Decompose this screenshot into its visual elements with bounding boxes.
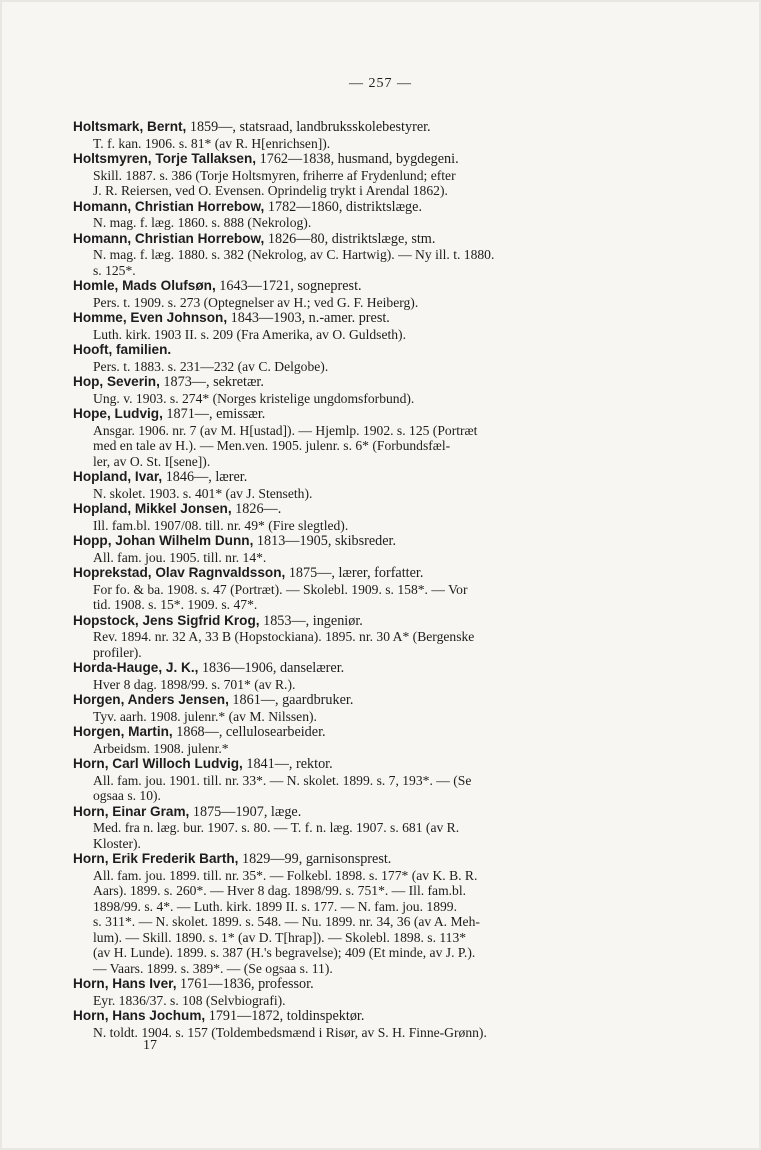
- entry-source-line: All. fam. jou. 1901. till. nr. 33*. — N. skolet. 1899. s. 7, 193*. — (Se: [93, 772, 472, 788]
- entry-name: Hopp, Johan Wilhelm Dunn,: [73, 533, 254, 548]
- entry: [73, 151, 646, 199]
- entry-name: Homle, Mads Olufsøn,: [73, 278, 216, 293]
- entry: [73, 692, 646, 724]
- entry-source-line: Arbeidsm. 1908. julenr.*: [93, 740, 229, 756]
- entry-heading: [73, 374, 646, 391]
- entry-heading: [73, 1008, 646, 1025]
- entry-heading: [73, 119, 646, 136]
- entry-source-line: tid. 1908. s. 15*. 1909. s. 47*.: [93, 597, 258, 612]
- entry-heading: [73, 199, 646, 216]
- entry-name: Hooft, familien.: [73, 342, 172, 357]
- entry: [73, 342, 646, 374]
- entry-source-line: N. skolet. 1903. s. 401* (av J. Stenseth).: [93, 485, 313, 501]
- entry-heading: [73, 692, 646, 709]
- entry-heading: [73, 501, 646, 518]
- entry-name: Hopstock, Jens Sigfrid Krog,: [73, 612, 260, 628]
- entry-description: 1859—, statsraad, landbruksskolebestyrer.: [186, 119, 431, 135]
- entry-description: 1853—, ingeniør.: [259, 612, 363, 629]
- entry-source-line: Ung. v. 1903. s. 274* (Norges kristelige ungdomsforbund).: [93, 390, 415, 406]
- entry-source-line: profiler).: [93, 644, 142, 660]
- entry-source-line: (av H. Lunde). 1899. s. 387 (H.'s begravelse); 409 (Et minde, av J. P.).: [93, 945, 476, 960]
- entry-heading: [73, 310, 646, 327]
- entry-source-line: ler, av O. St. I[sene]).: [93, 453, 211, 469]
- entry-description: 1836—1906, danselærer.: [198, 660, 345, 676]
- entry: [73, 406, 646, 469]
- entry-name: Horda-Hauge, J. K.,: [73, 660, 199, 675]
- entry-name: Horn, Hans Iver,: [73, 976, 177, 991]
- entry-name: Hope, Ludvig,: [73, 406, 163, 421]
- entry: [73, 310, 646, 342]
- entry-name: Horn, Hans Jochum,: [73, 1008, 206, 1023]
- entry: [73, 851, 646, 976]
- entry-description: 1826—80, distriktslæge, stm.: [264, 230, 436, 247]
- entry-source-line: Med. fra n. læg. bur. 1907. s. 80. — T. f. n. læg. 1907. s. 681 (av R.: [93, 820, 460, 835]
- entry-description: 1846—, lærer.: [162, 469, 248, 485]
- entry-name: Hoprekstad, Olav Ragnvaldsson,: [73, 565, 286, 580]
- entry: [73, 231, 646, 279]
- entry-name: Horgen, Martin,: [73, 724, 173, 739]
- entry-heading: [73, 533, 646, 550]
- entry-source-line: Skill. 1887. s. 386 (Torje Holtsmyren, friherre af Frydenlund; efter: [93, 167, 456, 183]
- entry-source-line: s. 125*.: [93, 262, 136, 278]
- entry-source-line: 1898/99. s. 4*. — Luth. kirk. 1899 II. s. 177. — N. fam. jou. 1899.: [93, 898, 457, 914]
- entry-description: 1871—, emissær.: [162, 406, 266, 422]
- entry: [73, 613, 646, 661]
- entry-source-line: Kloster).: [93, 835, 141, 851]
- entry-source-line: All. fam. jou. 1905. till. nr. 14*.: [93, 549, 267, 565]
- entry-source-line: med en tale av H.). — Men.ven. 1905. julenr. s. 6* (Forbundsfæl-: [93, 438, 451, 453]
- entry-name: Homann, Christian Horrebow,: [73, 230, 265, 246]
- entry-heading: [73, 613, 646, 630]
- entry: [73, 1008, 646, 1040]
- entry: [73, 976, 646, 1008]
- entry-heading: [73, 756, 646, 773]
- signature-mark: 17: [143, 1038, 157, 1053]
- entry-description: 1861—, gaardbruker.: [228, 692, 354, 708]
- entry-source-line: Tyv. aarh. 1908. julenr.* (av M. Nilssen).: [93, 708, 317, 724]
- entry-description: 1782—1860, distriktslæge.: [264, 198, 422, 215]
- entry-source-line: — Vaars. 1899. s. 389*. — (Se ogsaa s. 11).: [93, 960, 333, 976]
- entry-source-line: Ill. fam.bl. 1907/08. till. nr. 49* (Fire slegtled).: [93, 517, 349, 533]
- entry: [73, 119, 646, 151]
- entry: [73, 469, 646, 501]
- entry-name: Hopland, Mikkel Jonsen,: [73, 501, 232, 516]
- entry-source-line: For fo. & ba. 1908. s. 47 (Portræt). — Skolebl. 1909. s. 158*. — Vor: [93, 581, 468, 597]
- entry-description: 1813—1905, skibsreder.: [253, 533, 397, 549]
- entry-description: 1643—1721, sogneprest.: [215, 278, 362, 294]
- entry: [73, 278, 646, 310]
- entry-name: Hop, Severin,: [73, 374, 160, 389]
- entry: [73, 199, 646, 231]
- entry-source-line: Aars). 1899. s. 260*. — Hver 8 dag. 1898/99. s. 751*. — Ill. fam.bl.: [93, 883, 467, 898]
- entry-source-line: N. mag. f. læg. 1860. s. 888 (Nekrolog).: [93, 215, 312, 230]
- entry-source-line: s. 311*. — N. skolet. 1899. s. 548. — Nu. 1899. nr. 34, 36 (av A. Meh-: [93, 914, 480, 929]
- entry-source-line: Pers. t. 1883. s. 231—232 (av C. Delgobe).: [93, 358, 329, 374]
- entry-name: Holtsmark, Bernt,: [73, 119, 187, 134]
- entry-source-line: Pers. t. 1909. s. 273 (Optegnelser av H.; ved G. F. Heiberg).: [93, 294, 419, 310]
- entry-name: Homann, Christian Horrebow,: [73, 198, 265, 214]
- entry-source-line: Hver 8 dag. 1898/99. s. 701* (av R.).: [93, 676, 296, 692]
- entry-source-line: All. fam. jou. 1899. till. nr. 35*. — Folkebl. 1898. s. 177* (av K. B. R.: [93, 867, 478, 883]
- entry-description: 1873—, sekretær.: [159, 374, 264, 390]
- entry-description: 1875—, lærer, forfatter.: [285, 565, 424, 581]
- entry-source-line: J. R. Reiersen, ved O. Evensen. Oprindelig trykt i Arendal 1862).: [93, 183, 448, 198]
- entry: [73, 565, 646, 613]
- entry-heading: [73, 724, 646, 741]
- entry: [73, 660, 646, 692]
- entry-name: Holtsmyren, Torje Tallaksen,: [73, 151, 257, 166]
- entry-description: 1843—1903, n.-amer. prest.: [227, 310, 390, 326]
- entry-heading: [73, 976, 646, 993]
- entry-heading: [73, 660, 646, 677]
- entry-list: [73, 119, 646, 1040]
- entry-heading: [73, 406, 646, 423]
- entry-source-line: T. f. kan. 1906. s. 81* (av R. H[enrichsen]).: [93, 135, 331, 151]
- entry-heading: [73, 469, 646, 486]
- entry-source-line: Rev. 1894. nr. 32 A, 33 B (Hopstockiana). 1895. nr. 30 A* (Bergenske: [93, 629, 475, 644]
- entry-description: 1826—.: [231, 501, 282, 517]
- entry-heading: [73, 278, 646, 295]
- entry-description: 1841—, rektor.: [242, 756, 333, 772]
- entry-name: Horgen, Anders Jensen,: [73, 692, 229, 707]
- entry-source-line: N. toldt. 1904. s. 157 (Toldembedsmænd i Risør, av S. H. Finne-Grønn).: [93, 1024, 487, 1040]
- entry-name: Hopland, Ivar,: [73, 469, 163, 484]
- entry: [73, 804, 646, 852]
- entry: [73, 756, 646, 804]
- entry-heading: [73, 231, 646, 248]
- entry: [73, 724, 646, 756]
- entry-name: Horn, Erik Frederik Barth,: [73, 851, 239, 866]
- entry-source-line: Ansgar. 1906. nr. 7 (av M. H[ustad]). — Hjemlp. 1902. s. 125 (Portræt: [93, 422, 478, 438]
- entry-heading: [73, 151, 646, 168]
- page-number: — 257 —: [349, 76, 412, 91]
- entry-source-line: lum). — Skill. 1890. s. 1* (av D. T[hrap]). — Skolebl. 1898. s. 113*: [93, 929, 467, 945]
- entry-name: Horn, Einar Gram,: [73, 803, 190, 819]
- entry-source-line: N. mag. f. læg. 1880. s. 382 (Nekrolog, av C. Hartwig). — Ny ill. t. 1880.: [93, 247, 495, 262]
- entry-source-line: Eyr. 1836/37. s. 108 (Selvbiografi).: [93, 992, 286, 1008]
- entry-description: 1761—1836, professor.: [176, 976, 314, 992]
- entry-description: 1791—1872, toldinspektør.: [205, 1008, 365, 1024]
- entry-heading: [73, 804, 646, 821]
- entry-description: 1875—1907, læge.: [189, 803, 302, 820]
- entry-description: 1762—1838, husmand, bygdegeni.: [256, 151, 459, 167]
- entry: [73, 374, 646, 406]
- entry-heading: [73, 851, 646, 868]
- entry-heading: [73, 342, 646, 359]
- entry-name: Horn, Carl Willoch Ludvig,: [73, 756, 243, 771]
- entry-name: Homme, Even Johnson,: [73, 310, 228, 325]
- entry-description: 1829—99, garnisonsprest.: [238, 851, 392, 867]
- entry-source-line: Luth. kirk. 1903 II. s. 209 (Fra Amerika, av O. Guldseth).: [93, 326, 406, 342]
- entry-source-line: ogsaa s. 10).: [93, 788, 161, 803]
- entry: [73, 533, 646, 565]
- entry-description: 1868—, cellulosearbeider.: [172, 724, 326, 740]
- entry-heading: [73, 565, 646, 582]
- entry: [73, 501, 646, 533]
